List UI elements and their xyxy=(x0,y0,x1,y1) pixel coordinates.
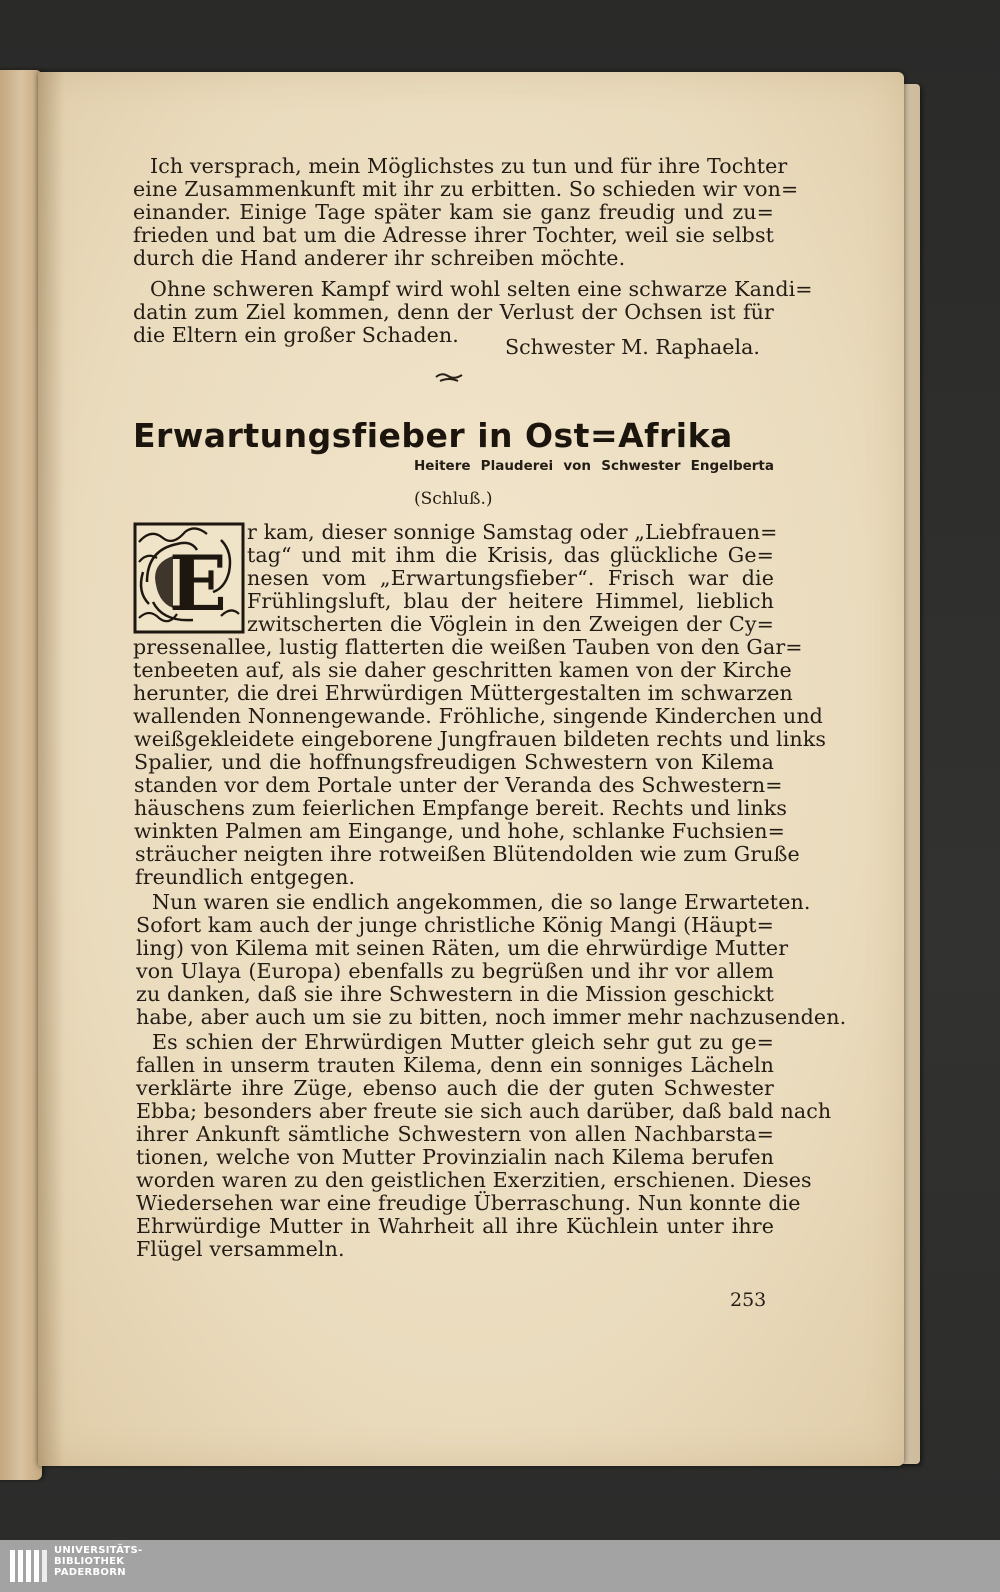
text-line: Frühlingsluft, blau der heitere Himmel, lieblich xyxy=(247,589,774,613)
library-name-line: PADERBORN xyxy=(54,1567,126,1578)
text-line: von Ulaya (Europa) ebenfalls zu begrüßen und ihr vor allem xyxy=(136,959,774,983)
text-line: pressenallee, lustig flatterten die weißen Tauben von den Gar= xyxy=(133,635,803,659)
divider-ornament-icon xyxy=(434,368,464,384)
article-title: Erwartungsfieber in Ost=Afrika xyxy=(133,416,733,455)
text-line: durch die Hand anderer ihr schreiben möchte. xyxy=(133,246,626,270)
signature: Schwester M. Raphaela. xyxy=(505,335,760,359)
text-line: frieden und bat um die Adresse ihrer Tochter, weil sie selbst xyxy=(133,223,774,247)
text-line: tionen, welche von Mutter Provinzialin nach Kilema berufen xyxy=(136,1145,774,1169)
text-line: eine Zusammenkunft mit ihr zu erbitten. So schieden wir von= xyxy=(133,177,799,201)
library-name xyxy=(54,1545,143,1578)
text-line: einander. Einige Tage später kam sie ganz freudig und zu= xyxy=(133,200,774,224)
text-line: zwitscherten die Vöglein in den Zweigen der Cy= xyxy=(247,612,774,636)
text-line: standen vor dem Portale unter der Veranda des Schwestern= xyxy=(134,773,783,797)
library-name-line: BIBLIOTHEK xyxy=(54,1556,125,1567)
library-logo-icon xyxy=(8,1546,50,1586)
text-line: Wiedersehen war eine freudige Überraschung. Nun konnte die xyxy=(136,1191,801,1215)
page-number: 253 xyxy=(730,1289,767,1311)
text-line: datin zum Ziel kommen, denn der Verlust der Ochsen ist für xyxy=(133,300,774,324)
text-line: Es schien der Ehrwürdigen Mutter gleich sehr gut zu ge= xyxy=(152,1030,774,1054)
text-line: r kam, dieser sonnige Samstag oder „Liebfrauen= xyxy=(247,520,778,544)
text-line: ling) von Kilema mit seinen Räten, um die ehrwürdige Mutter xyxy=(136,936,789,960)
text-line: sträucher neigten ihre rotweißen Blütendolden wie zum Gruße xyxy=(135,842,800,866)
text-line: Ebba; besonders aber freute sie sich auch darüber, daß bald nach xyxy=(136,1099,832,1123)
text-line: die Eltern ein großer Schaden. xyxy=(133,323,459,347)
text-line: herunter, die drei Ehrwürdigen Müttergestalten im schwarzen xyxy=(133,681,793,705)
library-name-line: UNIVERSITÄTS- xyxy=(54,1545,143,1556)
text-line: nesen vom „Erwartungsfieber“. Frisch war die xyxy=(247,566,774,590)
footer-bar xyxy=(0,1540,1000,1592)
text-line: Nun waren sie endlich angekommen, die so lange Erwarteten. xyxy=(152,890,811,914)
article-subtitle: Heitere Plauderei von Schwester Engelberta xyxy=(414,458,774,474)
text-line: Ohne schweren Kampf wird wohl selten eine schwarze Kandi= xyxy=(150,277,813,301)
text-line: fallen in unserm trauten Kilema, denn ein sonniges Lächeln xyxy=(136,1053,774,1077)
text-line: tenbeeten auf, als sie daher geschritten kamen von der Kirche xyxy=(133,658,792,682)
text-line: winkten Palmen am Eingange, und hohe, schlanke Fuchsien= xyxy=(134,819,785,843)
text-line: Ich versprach, mein Möglichstes zu tun und für ihre Tochter xyxy=(150,154,788,178)
text-line: ihrer Ankunft sämtliche Schwestern von allen Nachbarsta= xyxy=(136,1122,774,1146)
text-line: worden waren zu den geistlichen Exerzitien, erschienen. Dieses xyxy=(136,1168,812,1192)
text-line: häuschens zum feierlichen Empfange bereit. Rechts und links xyxy=(134,796,788,820)
text-line: tag“ und mit ihm die Krisis, das glückliche Ge= xyxy=(247,543,774,567)
text-line: Spalier, und die hoffnungsfreudigen Schwestern von Kilema xyxy=(134,750,774,774)
left-page-edge xyxy=(0,70,42,1480)
ornamental-initial-e xyxy=(133,522,245,634)
page-gutter-shadow xyxy=(38,72,64,1466)
text-line: wallenden Nonnengewande. Fröhliche, singende Kinderchen und xyxy=(133,704,823,728)
text-line: zu danken, daß sie ihre Schwestern in die Mission geschickt xyxy=(136,982,774,1006)
text-line: freundlich entgegen. xyxy=(135,865,356,889)
text-line: weißgekleidete eingeborene Jungfrauen bildeten rechts und links xyxy=(134,727,826,751)
continuation-note: (Schluß.) xyxy=(414,489,493,509)
drop-cap-letter: E xyxy=(169,539,227,628)
text-line: Ehrwürdige Mutter in Wahrheit all ihre Küchlein unter ihre xyxy=(136,1214,774,1238)
text-line: Sofort kam auch der junge christliche König Mangi (Häupt= xyxy=(136,913,774,937)
text-line: Flügel versammeln. xyxy=(136,1237,345,1261)
text-line: habe, aber auch um sie zu bitten, noch immer mehr nachzusenden. xyxy=(136,1005,847,1029)
text-line: verklärte ihre Züge, ebenso auch die der guten Schwester xyxy=(136,1076,774,1100)
